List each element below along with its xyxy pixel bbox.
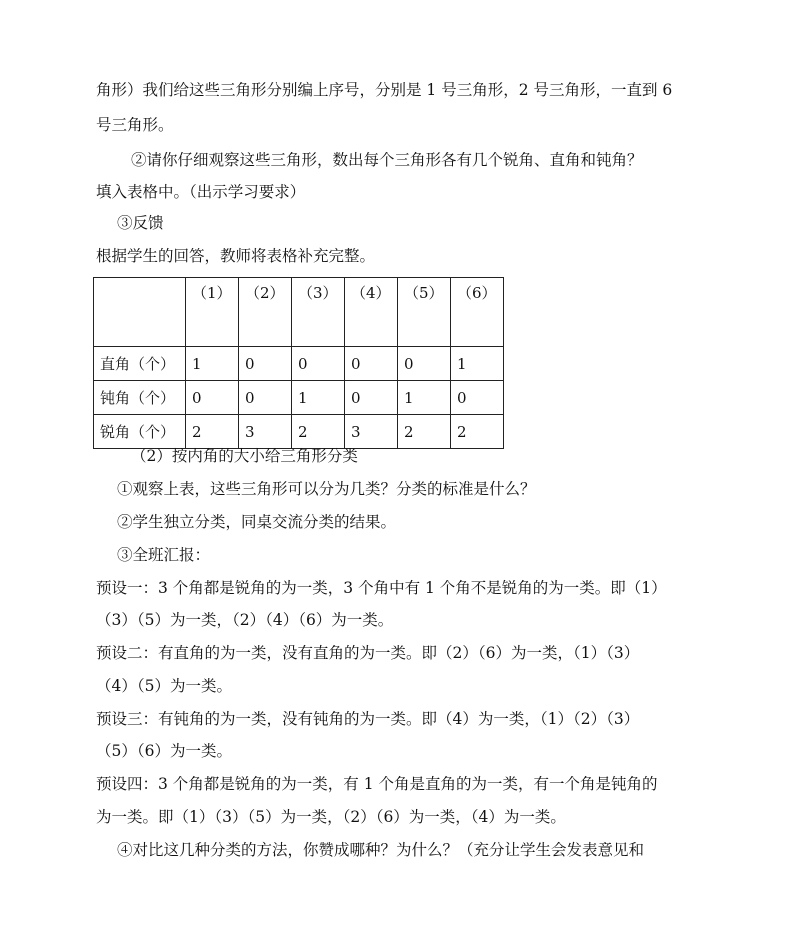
paragraph-line: ②学生独立分类，同桌交流分类的结果。 xyxy=(117,513,397,531)
table-cell: 1 xyxy=(398,381,451,415)
paragraph-line: （2）按内角的大小给三角形分类 xyxy=(131,447,358,465)
paragraph-line: 为一类。即（1）（3）（5）为一类，（2）（6）为一类，（4）为一类。 xyxy=(96,808,566,826)
table-cell: 1 xyxy=(186,347,239,381)
angle-count-table xyxy=(93,277,504,449)
paragraph-line: 根据学生的回答，教师将表格补充完整。 xyxy=(96,247,376,265)
paragraph-line: 预设四：3 个角都是锐角的为一类，有 1 个角是直角的为一类，有一个角是钝角的 xyxy=(96,775,658,793)
table-cell: 0 xyxy=(186,381,239,415)
paragraph-line: 填入表格中。（出示学习要求） xyxy=(96,183,306,201)
table-cell: 1 xyxy=(451,347,504,381)
paragraph-line: ④对比这几种分类的方法，你赞成哪种？为什么？（充分让学生会发表意见和 xyxy=(117,841,645,859)
row-label: 直角（个） xyxy=(94,347,186,381)
table-cell: 2 xyxy=(292,415,345,449)
paragraph-line: ②请你仔细观察这些三角形，数出每个三角形各有几个锐角、直角和钝角？ xyxy=(131,151,643,169)
paragraph-line: 角形）我们给这些三角形分别编上序号，分别是 1 号三角形，2 号三角形，一直到 6 xyxy=(96,81,673,99)
paragraph-line: 预设二：有直角的为一类，没有直角的为一类。即（2）（6）为一类，（1）（3） xyxy=(96,644,640,662)
table-cell: 3 xyxy=(239,415,292,449)
paragraph-line: 预设一：3 个角都是锐角的为一类，3 个角中有 1 个角不是锐角的为一类。即（1） xyxy=(96,579,667,597)
table-cell: 0 xyxy=(239,381,292,415)
table-cell: 0 xyxy=(345,381,398,415)
table-cell: 0 xyxy=(292,347,345,381)
paragraph-line: （5）（6）为一类。 xyxy=(96,742,232,760)
table-cell: 0 xyxy=(239,347,292,381)
table-header-row xyxy=(94,278,504,347)
table-header-cell: （6） xyxy=(451,278,504,347)
paragraph-line: 预设三：有钝角的为一类，没有钝角的为一类。即（4）为一类，（1）（2）（3） xyxy=(96,710,640,728)
table-cell: 0 xyxy=(345,347,398,381)
row-label: 钝角（个） xyxy=(94,381,186,415)
table-row xyxy=(94,415,504,449)
table-row xyxy=(94,381,504,415)
table-row xyxy=(94,347,504,381)
table-cell: 3 xyxy=(345,415,398,449)
table-header-cell: （2） xyxy=(239,278,292,347)
table-cell: 0 xyxy=(398,347,451,381)
table-header-cell xyxy=(94,278,186,347)
row-label: 锐角（个） xyxy=(94,415,186,449)
table-header-cell: （4） xyxy=(345,278,398,347)
table-header-cell: （1） xyxy=(186,278,239,347)
paragraph-line: （4）（5）为一类。 xyxy=(96,677,232,695)
table-cell: 2 xyxy=(398,415,451,449)
paragraph-line: （3）（5）为一类，（2）（4）（6）为一类。 xyxy=(96,611,394,629)
paragraph-line: ③反馈 xyxy=(117,214,164,232)
paragraph-line: 号三角形。 xyxy=(96,116,174,134)
table-cell: 1 xyxy=(292,381,345,415)
paragraph-line: ①观察上表，这些三角形可以分为几类？分类的标准是什么？ xyxy=(117,480,536,498)
table-header-cell: （3） xyxy=(292,278,345,347)
table-cell: 0 xyxy=(451,381,504,415)
table-cell: 2 xyxy=(186,415,239,449)
paragraph-line: ③全班汇报： xyxy=(117,546,211,564)
table-header-cell: （5） xyxy=(398,278,451,347)
table-cell: 2 xyxy=(451,415,504,449)
